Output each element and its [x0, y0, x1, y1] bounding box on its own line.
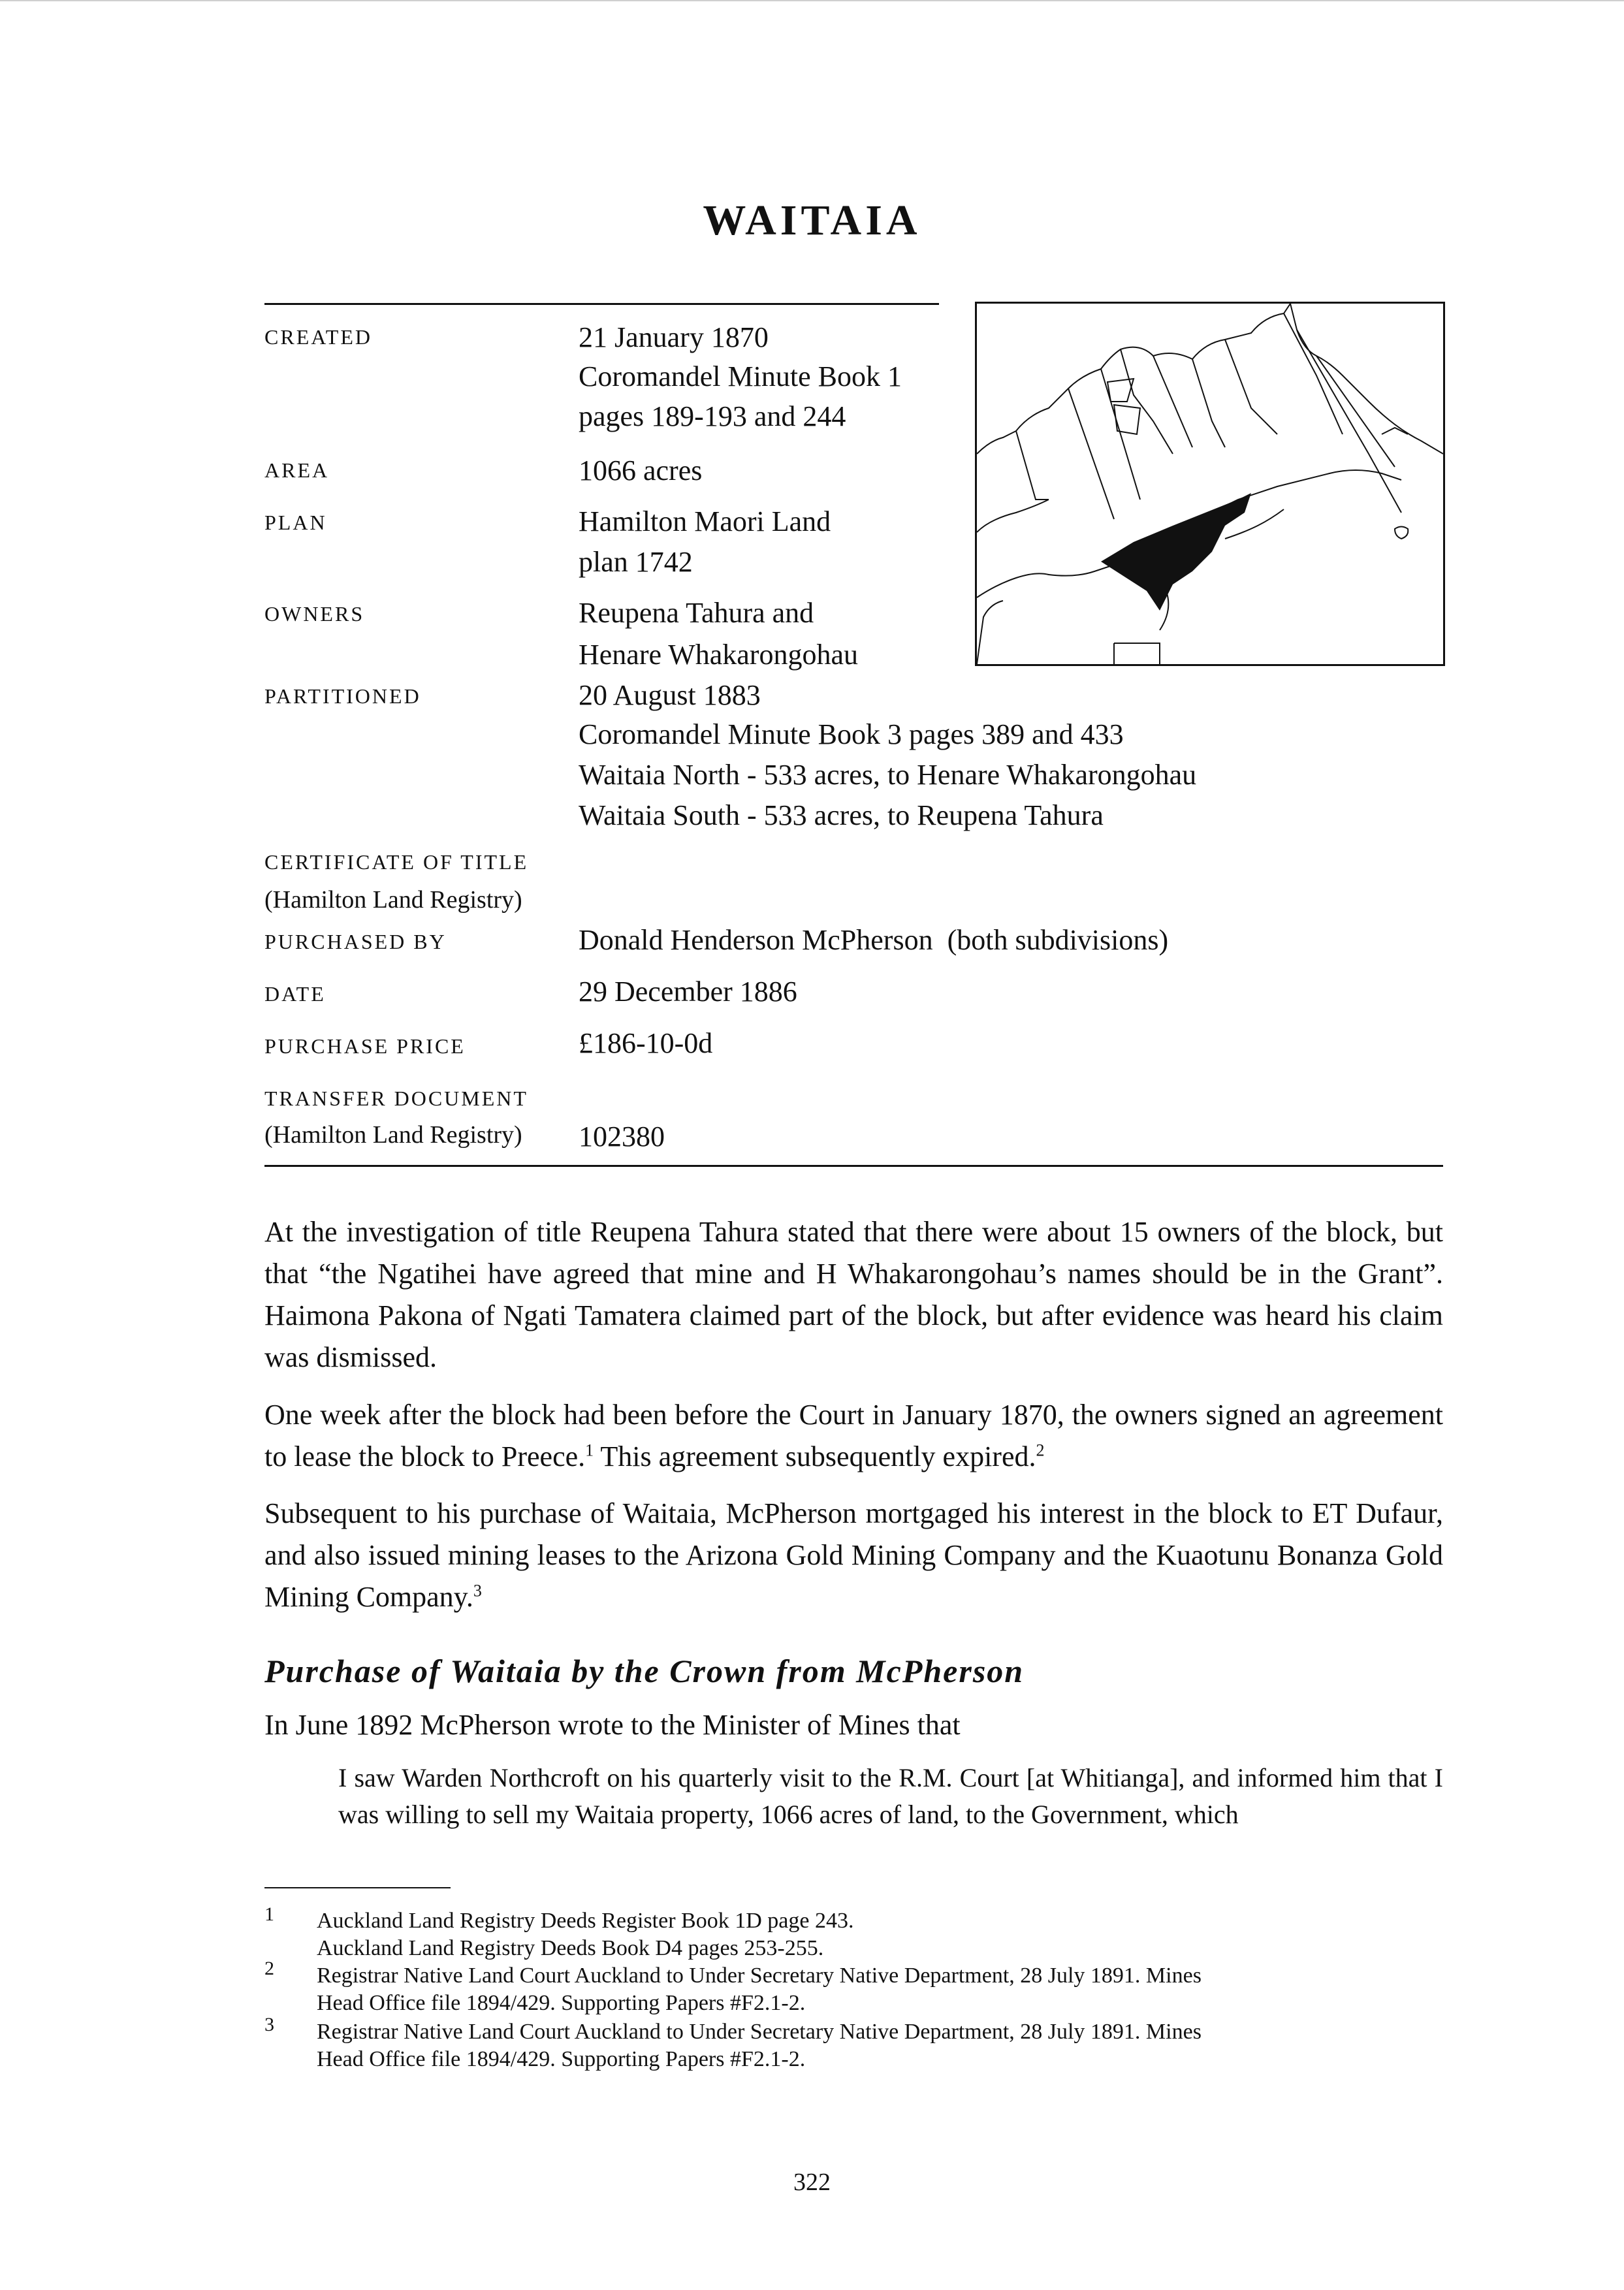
- footnote-1-line-2: Auckland Land Registry Deeds Book D4 pages 253-255.: [317, 1936, 824, 1960]
- created-pages: pages 189-193 and 244: [579, 400, 846, 432]
- owners-line-2: Henare Whakarongohau: [579, 639, 858, 671]
- page-title: WAITAIA: [703, 197, 921, 244]
- owners-line-1: Reupena Tahura and: [579, 597, 814, 629]
- created-minute-book: Coromandel Minute Book 1: [579, 360, 902, 392]
- location-map: [975, 302, 1445, 666]
- purchased-by-value: Donald Henderson McPherson (both subdivisions): [579, 924, 1169, 956]
- footnote-3-line-2: Head Office file 1894/429. Supporting Papers #F2.1-2.: [317, 2047, 806, 2071]
- transfer-registry: (Hamilton Land Registry): [264, 1121, 522, 1149]
- label-purchase-price: PURCHASE PRICE: [264, 1034, 466, 1058]
- transfer-value: 102380: [579, 1121, 665, 1153]
- date-value: 29 December 1886: [579, 976, 797, 1008]
- footnote-2-line-2: Head Office file 1894/429. Supporting Papers #F2.1-2.: [317, 1991, 806, 2015]
- block-quote: I saw Warden Northcroft on his quarterly visit to the R.M. Court [at Whitianga], and informed him that I was willing to sell my Waitaia property, 1066 acres of land, to the Government, which: [338, 1763, 1443, 1829]
- label-certificate-of-title: CERTIFICATE OF TITLE: [264, 850, 529, 874]
- plan-line-2: plan 1742: [579, 546, 693, 578]
- footnote-ref-1: 1: [585, 1440, 594, 1460]
- paragraph-lease: [264, 1394, 1443, 1478]
- label-created: CREATED: [264, 325, 372, 349]
- paragraph-mortgage: [264, 1493, 1443, 1618]
- footnote-number-3: 3: [264, 2014, 274, 2035]
- label-area: AREA: [264, 458, 330, 482]
- label-date: DATE: [264, 982, 326, 1006]
- paragraph-june-1892: In June 1892 McPherson wrote to the Minister of Mines that: [264, 1709, 961, 1741]
- label-purchased-by: PURCHASED BY: [264, 930, 447, 953]
- label-transfer-document: TRANSFER DOCUMENT: [264, 1087, 528, 1110]
- footnote-3-line-1: Registrar Native Land Court Auckland to Under Secretary Native Department, 28 July 1891. Mines: [317, 2020, 1202, 2044]
- partitioned-north: Waitaia North - 533 acres, to Henare Whakarongohau: [579, 759, 1197, 791]
- area-value: 1066 acres: [579, 454, 703, 486]
- section-heading: Purchase of Waitaia by the Crown from McPherson: [264, 1653, 1025, 1689]
- label-owners: OWNERS: [264, 602, 365, 626]
- footnote-2-line-1: Registrar Native Land Court Auckland to Under Secretary Native Department, 28 July 1891. Mines: [317, 1964, 1202, 1988]
- paragraph-investigation: At the investigation of title Reupena Tahura stated that there were about 15 owners of the block, but that “the Ngatihei have agreed that mine and H Whakarongohau’s names should be in the Grant”. Haimona Pakona of Ngati Tamatera claimed part of the block, but after evidence was heard his claim was dismissed.: [264, 1216, 1443, 1373]
- map-outline: [977, 304, 1443, 664]
- label-partitioned: PARTITIONED: [264, 684, 421, 708]
- footnote-ref-3: 3: [473, 1581, 482, 1600]
- partitioned-minute-book: Coromandel Minute Book 3 pages 389 and 433: [579, 718, 1124, 750]
- lease-text-a: One week after the block had been before the Court in January 1870, the owners signed an agreement to lease the block to Preece.: [264, 1399, 1443, 1472]
- lease-text-b: This agreement subsequently expired.: [594, 1440, 1036, 1472]
- label-plan: PLAN: [264, 511, 327, 534]
- footnote-number-1: 1: [264, 1903, 274, 1925]
- partitioned-date: 20 August 1883: [579, 679, 761, 711]
- created-date: 21 January 1870: [579, 321, 769, 353]
- certificate-registry: (Hamilton Land Registry): [264, 886, 522, 914]
- scan-top-edge: [0, 0, 1624, 1]
- schedule-top-rule: [264, 303, 939, 305]
- footnote-rule: [264, 1887, 451, 1888]
- schedule-bottom-rule: [264, 1165, 1443, 1167]
- partitioned-south: Waitaia South - 533 acres, to Reupena Tahura: [579, 799, 1104, 831]
- page-number: 322: [793, 2169, 831, 2196]
- footnote-number-2: 2: [264, 1958, 274, 1979]
- footnote-ref-2: 2: [1036, 1440, 1045, 1460]
- footnote-1-line-1: Auckland Land Registry Deeds Register Book 1D page 243.: [317, 1909, 854, 1933]
- plan-line-1: Hamilton Maori Land: [579, 505, 831, 537]
- mortgage-text: Subsequent to his purchase of Waitaia, McPherson mortgaged his interest in the block to ET Dufaur, and also issued mining leases to the Arizona Gold Mining Company and the Kuaotunu Bonanza Gold Mining Company.: [264, 1497, 1443, 1613]
- purchase-price-value: £186-10-0d: [579, 1027, 713, 1059]
